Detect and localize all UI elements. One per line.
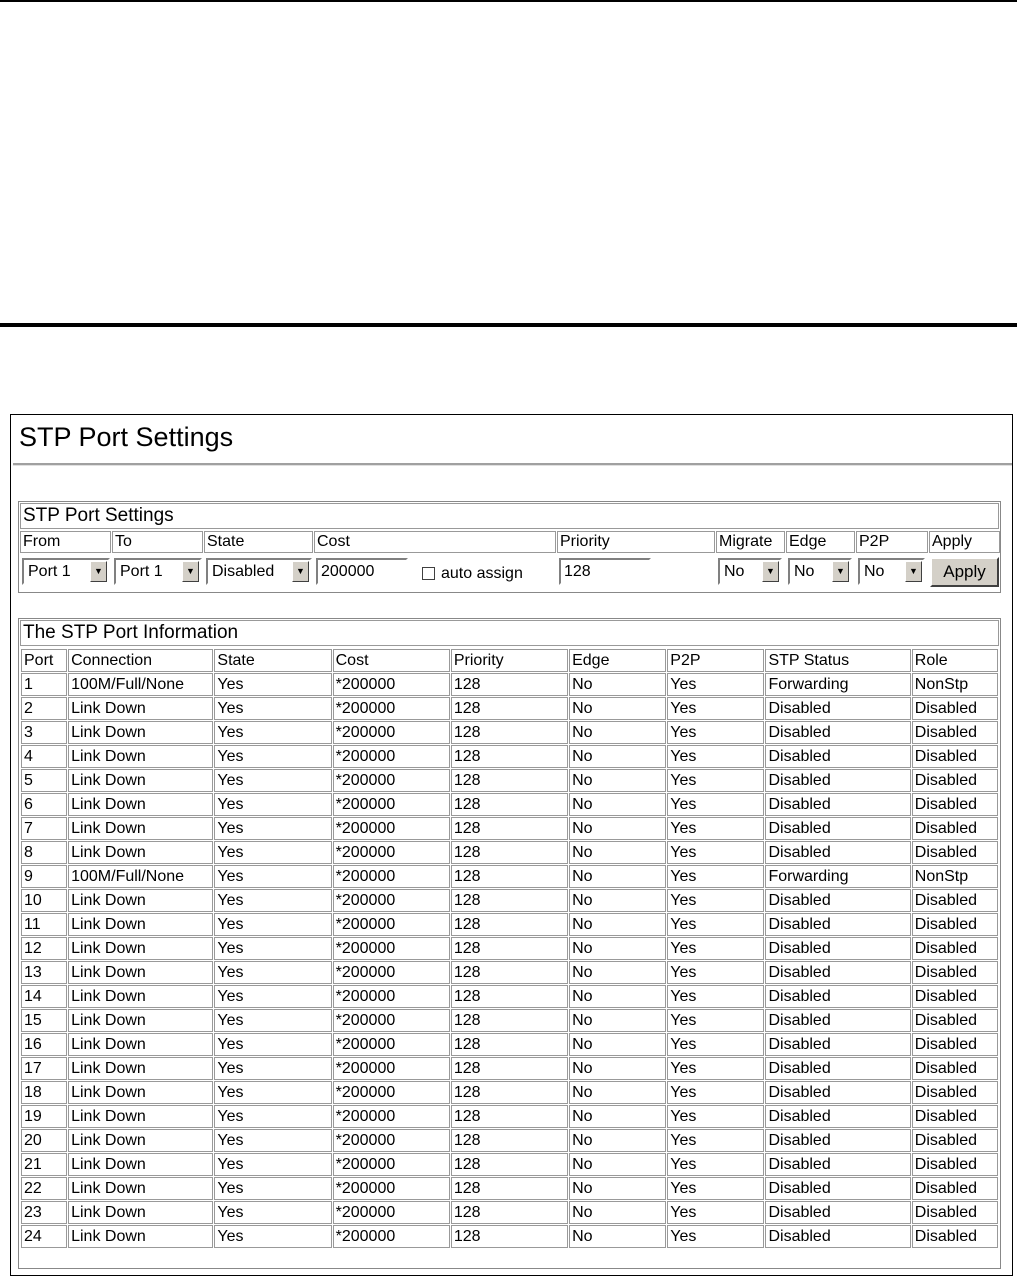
- cell-cost: *200000: [333, 1129, 450, 1152]
- apply-button[interactable]: Apply: [930, 557, 999, 587]
- cell-cost: *200000: [333, 817, 450, 840]
- cell-p2p: Yes: [667, 1201, 764, 1224]
- cell-connection: Link Down: [68, 1129, 213, 1152]
- cell-stp-status: Disabled: [765, 1201, 910, 1224]
- cell-role: Disabled: [912, 1225, 998, 1248]
- table-row: [21, 817, 998, 840]
- to-port-select[interactable]: [114, 558, 202, 585]
- table-row: [21, 1153, 998, 1176]
- cell-stp-status: Disabled: [765, 913, 910, 936]
- cell-stp-status: Disabled: [765, 721, 910, 744]
- table-row: [21, 1201, 998, 1224]
- cell-stp-status: Disabled: [765, 817, 910, 840]
- cell-priority: 128: [451, 889, 568, 912]
- cell-edge: No: [569, 673, 666, 696]
- cell-priority: 128: [451, 937, 568, 960]
- cell-p2p: Yes: [667, 937, 764, 960]
- col-cost: Cost: [333, 649, 450, 672]
- cell-role: Disabled: [912, 985, 998, 1008]
- cell-cost: *200000: [333, 961, 450, 984]
- cell-edge: No: [569, 1201, 666, 1224]
- from-port-value: Port 1: [28, 563, 71, 580]
- cell-edge: No: [569, 697, 666, 720]
- cell-role: Disabled: [912, 1033, 998, 1056]
- cell-edge: No: [569, 841, 666, 864]
- table-row: [21, 673, 998, 696]
- cell-stp-status: Disabled: [765, 1153, 910, 1176]
- cell-p2p: Yes: [667, 1033, 764, 1056]
- table-row: [21, 937, 998, 960]
- cell-role: Disabled: [912, 937, 998, 960]
- table-row: [21, 721, 998, 744]
- top-rule: [0, 0, 1017, 2]
- col-priority: Priority: [451, 649, 568, 672]
- cell-connection: Link Down: [68, 769, 213, 792]
- table-row: [21, 697, 998, 720]
- cell-state: Yes: [214, 937, 331, 960]
- cell-state: Yes: [214, 769, 331, 792]
- cell-state: Yes: [214, 1201, 331, 1224]
- cell-cost: *200000: [333, 1105, 450, 1128]
- cell-connection: Link Down: [68, 841, 213, 864]
- cell-p2p: Yes: [667, 961, 764, 984]
- table-row: [21, 865, 998, 888]
- cell-state: Yes: [214, 865, 331, 888]
- cell-stp-status: Disabled: [765, 793, 910, 816]
- cell-p2p: Yes: [667, 673, 764, 696]
- cell-role: NonStp: [912, 865, 998, 888]
- from-header: From: [20, 531, 111, 553]
- cell-priority: 128: [451, 793, 568, 816]
- cell-connection: Link Down: [68, 745, 213, 768]
- cell-port: 8: [21, 841, 67, 864]
- col-stp-status: STP Status: [765, 649, 910, 672]
- cell-state: Yes: [214, 697, 331, 720]
- cell-cost: *200000: [333, 769, 450, 792]
- chevron-down-icon: ▼: [905, 561, 922, 582]
- cell-p2p: Yes: [667, 721, 764, 744]
- table-row: [21, 913, 998, 936]
- cell-state: Yes: [214, 1057, 331, 1080]
- cell-stp-status: Disabled: [765, 961, 910, 984]
- cell-priority: 128: [451, 745, 568, 768]
- edge-header: Edge: [786, 531, 855, 553]
- cell-port: 7: [21, 817, 67, 840]
- cell-stp-status: Disabled: [765, 697, 910, 720]
- cell-stp-status: Disabled: [765, 745, 910, 768]
- cell-priority: 128: [451, 673, 568, 696]
- section-divider: [0, 323, 1017, 327]
- cell-priority: 128: [451, 817, 568, 840]
- cell-connection: Link Down: [68, 937, 213, 960]
- cell-connection: Link Down: [68, 1177, 213, 1200]
- port-information: [18, 618, 1001, 1269]
- cell-role: Disabled: [912, 697, 998, 720]
- cell-edge: No: [569, 1225, 666, 1248]
- cell-priority: 128: [451, 1225, 568, 1248]
- cell-edge: No: [569, 1153, 666, 1176]
- cell-state: Yes: [214, 1225, 331, 1248]
- migrate-select[interactable]: [718, 558, 782, 585]
- cell-priority: 128: [451, 721, 568, 744]
- cell-state: Yes: [214, 817, 331, 840]
- col-role: Role: [912, 649, 998, 672]
- cell-p2p: Yes: [667, 745, 764, 768]
- cell-priority: 128: [451, 985, 568, 1008]
- cell-role: Disabled: [912, 889, 998, 912]
- cell-p2p: Yes: [667, 817, 764, 840]
- cell-role: Disabled: [912, 769, 998, 792]
- cell-state: Yes: [214, 1033, 331, 1056]
- cell-p2p: Yes: [667, 1105, 764, 1128]
- cell-state: Yes: [214, 1105, 331, 1128]
- cell-port: 11: [21, 913, 67, 936]
- edge-value: No: [794, 563, 815, 580]
- cell-stp-status: Forwarding: [765, 865, 910, 888]
- edge-select[interactable]: [788, 558, 852, 585]
- cell-connection: Link Down: [68, 793, 213, 816]
- cell-edge: No: [569, 1009, 666, 1032]
- cost-header: Cost: [314, 531, 556, 553]
- cell-port: 15: [21, 1009, 67, 1032]
- cell-port: 2: [21, 697, 67, 720]
- cell-p2p: Yes: [667, 889, 764, 912]
- cell-connection: 100M/Full/None: [68, 865, 213, 888]
- cell-priority: 128: [451, 913, 568, 936]
- page-title: STP Port Settings: [19, 422, 234, 452]
- cell-state: Yes: [214, 841, 331, 864]
- cell-state: Yes: [214, 913, 331, 936]
- col-state: State: [214, 649, 331, 672]
- cell-role: NonStp: [912, 673, 998, 696]
- cell-state: Yes: [214, 793, 331, 816]
- table-row: [21, 889, 998, 912]
- cell-p2p: Yes: [667, 841, 764, 864]
- table-row: [21, 1033, 998, 1056]
- cell-edge: No: [569, 793, 666, 816]
- cell-connection: Link Down: [68, 1153, 213, 1176]
- cell-connection: Link Down: [68, 1201, 213, 1224]
- table-row: [21, 961, 998, 984]
- cell-connection: Link Down: [68, 1009, 213, 1032]
- priority-input[interactable]: 128: [559, 558, 651, 585]
- cell-cost: *200000: [333, 1177, 450, 1200]
- cell-role: Disabled: [912, 1129, 998, 1152]
- p2p-value: No: [864, 563, 885, 580]
- cell-edge: No: [569, 961, 666, 984]
- cell-stp-status: Disabled: [765, 1225, 910, 1248]
- cell-role: Disabled: [912, 961, 998, 984]
- cell-role: Disabled: [912, 1081, 998, 1104]
- cell-priority: 128: [451, 1009, 568, 1032]
- col-edge: Edge: [569, 649, 666, 672]
- cell-cost: *200000: [333, 793, 450, 816]
- chevron-down-icon: ▼: [832, 561, 849, 582]
- cell-cost: *200000: [333, 1081, 450, 1104]
- cell-cost: *200000: [333, 889, 450, 912]
- table-row: [21, 745, 998, 768]
- cell-cost: *200000: [333, 673, 450, 696]
- cell-stp-status: Disabled: [765, 1129, 910, 1152]
- cell-port: 9: [21, 865, 67, 888]
- cell-edge: No: [569, 1129, 666, 1152]
- cell-cost: *200000: [333, 697, 450, 720]
- cell-cost: *200000: [333, 1225, 450, 1248]
- stp-port-settings-panel: [10, 414, 1013, 1276]
- cell-p2p: Yes: [667, 1177, 764, 1200]
- cell-role: Disabled: [912, 913, 998, 936]
- cell-port: 14: [21, 985, 67, 1008]
- cell-stp-status: Disabled: [765, 1177, 910, 1200]
- cell-connection: Link Down: [68, 1033, 213, 1056]
- cell-role: Disabled: [912, 1009, 998, 1032]
- cell-edge: No: [569, 721, 666, 744]
- cell-priority: 128: [451, 1129, 568, 1152]
- cell-cost: *200000: [333, 1201, 450, 1224]
- cell-connection: Link Down: [68, 817, 213, 840]
- cell-edge: No: [569, 817, 666, 840]
- col-connection: Connection: [68, 649, 213, 672]
- cell-role: Disabled: [912, 1201, 998, 1224]
- cell-edge: No: [569, 1081, 666, 1104]
- cell-p2p: Yes: [667, 1129, 764, 1152]
- settings-caption: STP Port Settings: [20, 503, 999, 529]
- cell-connection: Link Down: [68, 1057, 213, 1080]
- cell-stp-status: Disabled: [765, 1009, 910, 1032]
- cell-stp-status: Forwarding: [765, 673, 910, 696]
- cell-role: Disabled: [912, 817, 998, 840]
- cell-p2p: Yes: [667, 1153, 764, 1176]
- cell-p2p: Yes: [667, 793, 764, 816]
- cell-p2p: Yes: [667, 1057, 764, 1080]
- cell-cost: *200000: [333, 1009, 450, 1032]
- cell-edge: No: [569, 937, 666, 960]
- col-port: Port: [21, 649, 67, 672]
- cell-port: 5: [21, 769, 67, 792]
- cell-priority: 128: [451, 1105, 568, 1128]
- port-info-table: [20, 648, 999, 1249]
- cell-role: Disabled: [912, 1057, 998, 1080]
- cell-role: Disabled: [912, 721, 998, 744]
- cell-port: 16: [21, 1033, 67, 1056]
- cell-cost: *200000: [333, 865, 450, 888]
- cell-p2p: Yes: [667, 1081, 764, 1104]
- cell-role: Disabled: [912, 1105, 998, 1128]
- cell-priority: 128: [451, 1201, 568, 1224]
- cell-priority: 128: [451, 1177, 568, 1200]
- cell-priority: 128: [451, 1153, 568, 1176]
- cell-cost: *200000: [333, 721, 450, 744]
- cell-stp-status: Disabled: [765, 889, 910, 912]
- cell-connection: 100M/Full/None: [68, 673, 213, 696]
- cell-cost: *200000: [333, 1033, 450, 1056]
- cell-connection: Link Down: [68, 1225, 213, 1248]
- table-row: [21, 1129, 998, 1152]
- chevron-down-icon: ▼: [762, 561, 779, 582]
- cell-state: Yes: [214, 961, 331, 984]
- p2p-header: P2P: [856, 531, 928, 553]
- cell-p2p: Yes: [667, 769, 764, 792]
- cell-port: 4: [21, 745, 67, 768]
- cell-state: Yes: [214, 721, 331, 744]
- cell-priority: 128: [451, 1081, 568, 1104]
- cell-role: Disabled: [912, 745, 998, 768]
- cost-input[interactable]: 200000: [316, 558, 408, 585]
- cell-port: 3: [21, 721, 67, 744]
- table-row: [21, 793, 998, 816]
- cell-port: 17: [21, 1057, 67, 1080]
- cell-connection: Link Down: [68, 985, 213, 1008]
- cell-priority: 128: [451, 865, 568, 888]
- cell-port: 12: [21, 937, 67, 960]
- cell-role: Disabled: [912, 793, 998, 816]
- from-port-select[interactable]: [22, 558, 110, 585]
- cell-state: Yes: [214, 1153, 331, 1176]
- priority-header: Priority: [557, 531, 715, 553]
- cell-connection: Link Down: [68, 1105, 213, 1128]
- auto-assign-label: auto assign: [441, 565, 523, 582]
- cell-p2p: Yes: [667, 865, 764, 888]
- info-caption: The STP Port Information: [20, 620, 999, 646]
- cell-role: Disabled: [912, 841, 998, 864]
- state-header: State: [204, 531, 313, 553]
- cell-cost: *200000: [333, 913, 450, 936]
- cell-port: 20: [21, 1129, 67, 1152]
- cell-edge: No: [569, 1105, 666, 1128]
- to-port-value: Port 1: [120, 563, 163, 580]
- cell-p2p: Yes: [667, 985, 764, 1008]
- cell-port: 24: [21, 1225, 67, 1248]
- cell-role: Disabled: [912, 1177, 998, 1200]
- table-row: [21, 1057, 998, 1080]
- cell-port: 19: [21, 1105, 67, 1128]
- cell-connection: Link Down: [68, 1081, 213, 1104]
- cell-state: Yes: [214, 1177, 331, 1200]
- cell-priority: 128: [451, 1033, 568, 1056]
- chevron-down-icon: ▼: [292, 561, 309, 582]
- settings-form: [18, 501, 1001, 593]
- table-row: [21, 1105, 998, 1128]
- to-header: To: [112, 531, 203, 553]
- cell-cost: *200000: [333, 1153, 450, 1176]
- cell-port: 23: [21, 1201, 67, 1224]
- col-p2p: P2P: [667, 649, 764, 672]
- cell-role: Disabled: [912, 1153, 998, 1176]
- table-row: [21, 1009, 998, 1032]
- cell-edge: No: [569, 913, 666, 936]
- cell-edge: No: [569, 1057, 666, 1080]
- cell-edge: No: [569, 865, 666, 888]
- cell-connection: Link Down: [68, 697, 213, 720]
- cell-port: 13: [21, 961, 67, 984]
- apply-header: Apply: [929, 531, 1000, 553]
- cell-cost: *200000: [333, 745, 450, 768]
- cell-state: Yes: [214, 1081, 331, 1104]
- cell-connection: Link Down: [68, 721, 213, 744]
- cell-connection: Link Down: [68, 889, 213, 912]
- auto-assign-checkbox[interactable]: [422, 567, 435, 580]
- chevron-down-icon: ▼: [90, 561, 107, 582]
- cell-edge: No: [569, 985, 666, 1008]
- cell-cost: *200000: [333, 841, 450, 864]
- cell-priority: 128: [451, 1057, 568, 1080]
- cell-edge: No: [569, 889, 666, 912]
- cell-stp-status: Disabled: [765, 937, 910, 960]
- migrate-header: Migrate: [716, 531, 785, 553]
- cell-state: Yes: [214, 673, 331, 696]
- cell-port: 10: [21, 889, 67, 912]
- cell-edge: No: [569, 1177, 666, 1200]
- cell-connection: Link Down: [68, 961, 213, 984]
- cell-cost: *200000: [333, 985, 450, 1008]
- table-row: [21, 841, 998, 864]
- cell-stp-status: Disabled: [765, 1081, 910, 1104]
- cell-cost: *200000: [333, 1057, 450, 1080]
- table-row: [21, 1081, 998, 1104]
- cell-priority: 128: [451, 769, 568, 792]
- table-row: [21, 769, 998, 792]
- cell-port: 21: [21, 1153, 67, 1176]
- cell-connection: Link Down: [68, 913, 213, 936]
- cell-state: Yes: [214, 1129, 331, 1152]
- migrate-value: No: [724, 563, 745, 580]
- cell-port: 1: [21, 673, 67, 696]
- cell-stp-status: Disabled: [765, 841, 910, 864]
- cell-state: Yes: [214, 1009, 331, 1032]
- table-row: [21, 1225, 998, 1248]
- cell-p2p: Yes: [667, 1225, 764, 1248]
- state-value: Disabled: [212, 563, 275, 580]
- cell-p2p: Yes: [667, 913, 764, 936]
- cell-port: 22: [21, 1177, 67, 1200]
- cell-p2p: Yes: [667, 1009, 764, 1032]
- p2p-select[interactable]: [858, 558, 925, 585]
- cell-stp-status: Disabled: [765, 1033, 910, 1056]
- cell-edge: No: [569, 745, 666, 768]
- cell-edge: No: [569, 1033, 666, 1056]
- cell-priority: 128: [451, 841, 568, 864]
- cell-priority: 128: [451, 961, 568, 984]
- cell-state: Yes: [214, 985, 331, 1008]
- cell-stp-status: Disabled: [765, 985, 910, 1008]
- cell-state: Yes: [214, 745, 331, 768]
- table-row: [21, 985, 998, 1008]
- table-row: [21, 1177, 998, 1200]
- cell-state: Yes: [214, 889, 331, 912]
- title-divider: [13, 463, 1012, 466]
- cell-stp-status: Disabled: [765, 1105, 910, 1128]
- cell-stp-status: Disabled: [765, 1057, 910, 1080]
- cell-priority: 128: [451, 697, 568, 720]
- state-select[interactable]: [206, 558, 312, 585]
- chevron-down-icon: ▼: [182, 561, 199, 582]
- table-header-row: [21, 649, 998, 672]
- cell-p2p: Yes: [667, 697, 764, 720]
- cell-edge: No: [569, 769, 666, 792]
- cell-cost: *200000: [333, 937, 450, 960]
- cell-stp-status: Disabled: [765, 769, 910, 792]
- cell-port: 18: [21, 1081, 67, 1104]
- cell-port: 6: [21, 793, 67, 816]
